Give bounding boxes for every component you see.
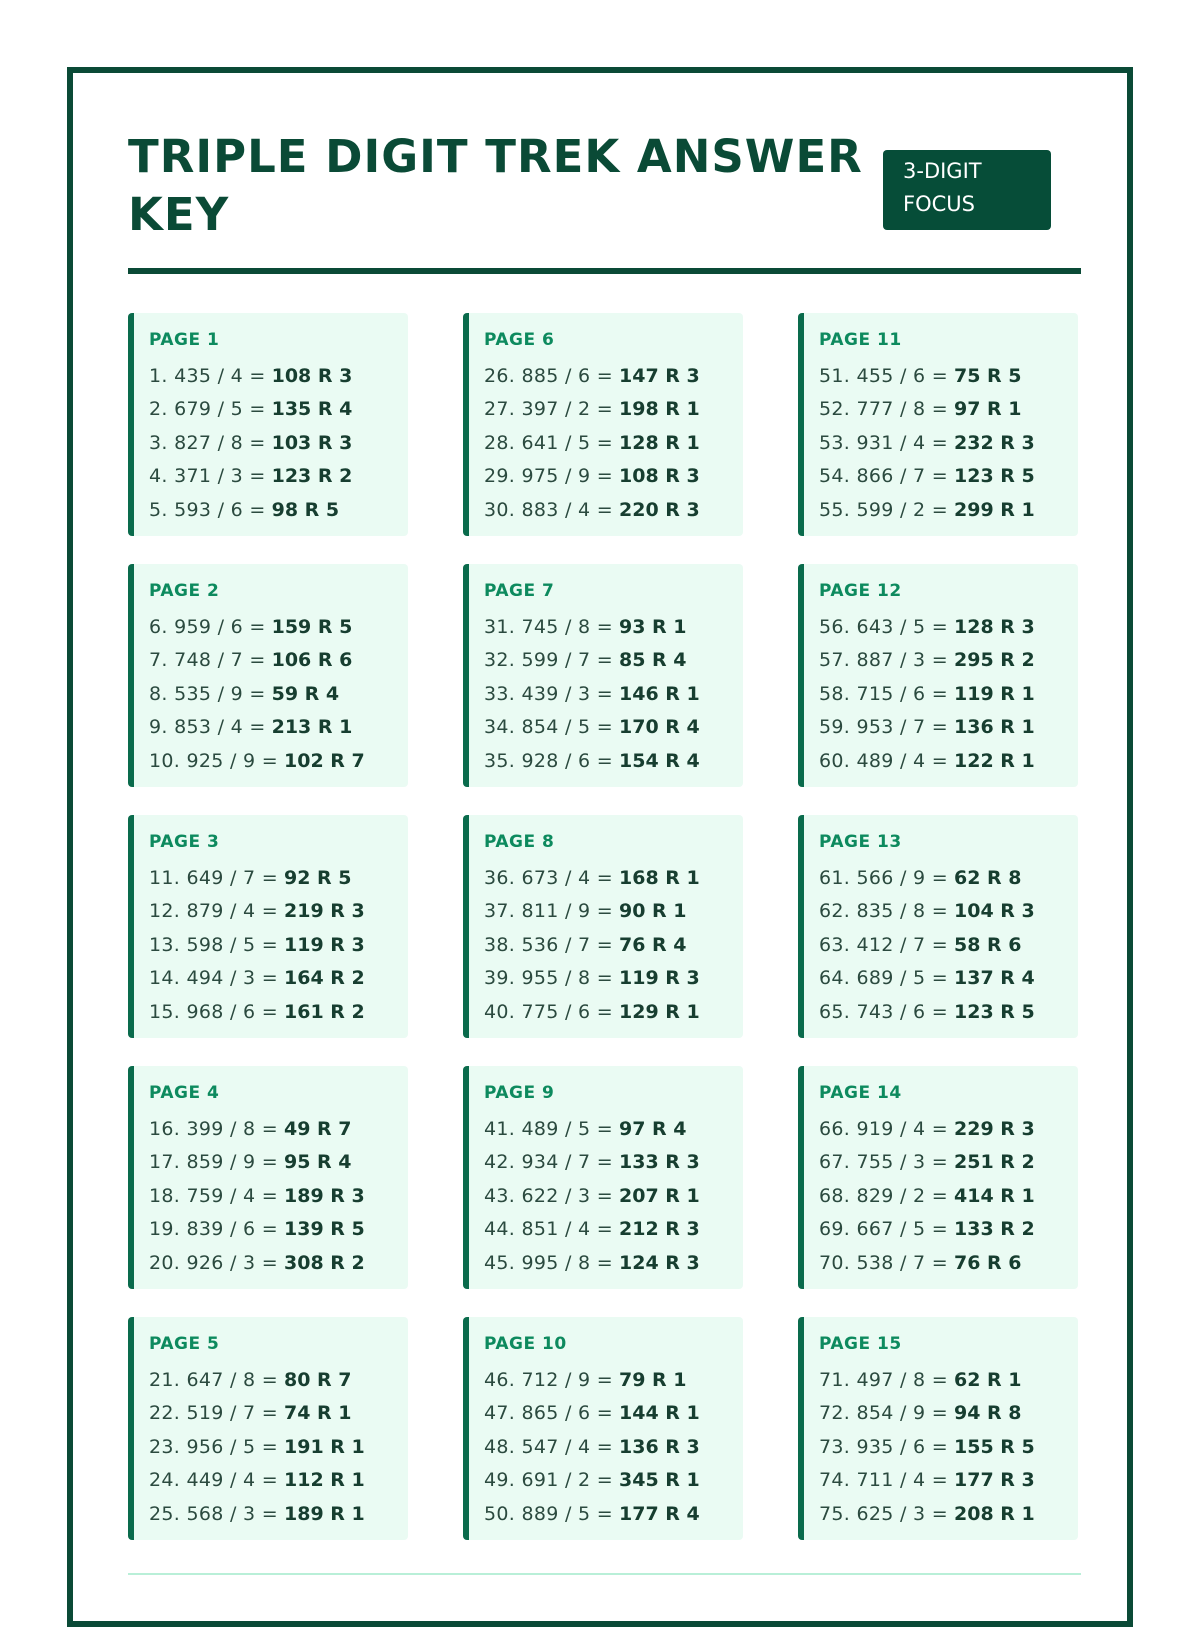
problem-answer: 189 R 3 <box>284 1184 365 1207</box>
problem-question: 9. 853 / 4 = <box>149 716 266 739</box>
problem-question: 34. 854 / 5 = <box>484 716 613 739</box>
card-page-label: PAGE 8 <box>484 832 555 852</box>
problem-answer: 104 R 3 <box>954 900 1035 923</box>
problem-row <box>149 1113 408 1146</box>
problem-answer: 208 R 1 <box>954 1502 1035 1525</box>
problem-answer: 80 R 7 <box>284 1369 352 1391</box>
answer-card <box>463 1066 743 1289</box>
problem-row <box>484 745 743 778</box>
problem-question: 46. 712 / 9 = <box>484 1369 613 1391</box>
problem-row <box>484 644 743 677</box>
problem-answer: 79 R 1 <box>619 1369 687 1391</box>
problem-question: 50. 889 / 5 = <box>484 1502 613 1525</box>
problem-question: 62. 835 / 8 = <box>819 900 948 923</box>
problem-answer: 122 R 1 <box>954 749 1035 772</box>
problem-question: 71. 497 / 8 = <box>819 1369 948 1391</box>
problem-answer: 92 R 5 <box>284 867 352 889</box>
problem-row <box>819 745 1078 778</box>
problem-question: 75. 625 / 3 = <box>819 1502 948 1525</box>
problem-row <box>484 1247 743 1280</box>
problem-row <box>819 929 1078 962</box>
problem-row <box>149 996 408 1029</box>
problem-answer: 94 R 8 <box>954 1402 1022 1425</box>
problem-answer: 207 R 1 <box>619 1184 700 1207</box>
problem-question: 38. 536 / 7 = <box>484 933 613 956</box>
answer-card <box>798 564 1078 787</box>
card-page-label: PAGE 9 <box>484 1083 555 1103</box>
problem-row <box>149 678 408 711</box>
problem-answer: 213 R 1 <box>271 716 353 739</box>
problem-answer: 106 R 6 <box>271 649 353 672</box>
problem-answer: 124 R 3 <box>619 1251 700 1274</box>
footer-divider <box>128 1573 1081 1575</box>
problem-answer: 414 R 1 <box>954 1184 1035 1207</box>
answer-card <box>463 564 743 787</box>
problem-row <box>149 1247 408 1280</box>
problem-row <box>819 678 1078 711</box>
problem-row <box>819 711 1078 744</box>
problem-answer: 103 R 3 <box>271 431 353 454</box>
answer-card <box>128 313 408 536</box>
problem-answer: 155 R 5 <box>954 1435 1035 1458</box>
problem-answer: 128 R 1 <box>619 431 700 454</box>
problem-answer: 299 R 1 <box>954 498 1035 521</box>
problem-row <box>149 1498 408 1531</box>
problem-row <box>819 1180 1078 1213</box>
problem-row <box>149 1464 408 1497</box>
problem-question: 45. 995 / 8 = <box>484 1251 613 1274</box>
card-page-label: PAGE 2 <box>149 581 220 601</box>
problem-row <box>819 1146 1078 1179</box>
problem-row <box>819 862 1078 895</box>
problem-question: 31. 745 / 8 = <box>484 616 613 638</box>
problem-row <box>819 611 1078 644</box>
problem-question: 15. 968 / 6 = <box>149 1000 278 1023</box>
problem-question: 55. 599 / 2 = <box>819 498 948 521</box>
problem-answer: 168 R 1 <box>619 867 700 889</box>
problem-answer: 119 R 3 <box>619 967 700 990</box>
card-page-label: PAGE 6 <box>484 330 555 350</box>
problem-row <box>819 360 1078 393</box>
problem-row <box>484 929 743 962</box>
card-page-label: PAGE 14 <box>819 1083 902 1103</box>
problem-answer: 58 R 6 <box>954 933 1022 956</box>
problem-row <box>149 1431 408 1464</box>
problem-answer: 154 R 4 <box>619 749 700 772</box>
problem-answer: 62 R 8 <box>954 867 1022 889</box>
card-page-label: PAGE 15 <box>819 1334 902 1354</box>
problem-row <box>149 494 408 527</box>
problem-answer: 229 R 3 <box>954 1118 1035 1140</box>
problem-row <box>149 862 408 895</box>
problem-row <box>149 427 408 460</box>
problem-question: 33. 439 / 3 = <box>484 682 613 705</box>
problem-question: 5. 593 / 6 = <box>149 498 266 521</box>
problem-answer: 49 R 7 <box>284 1118 352 1140</box>
problem-question: 14. 494 / 3 = <box>149 967 278 990</box>
card-page-label: PAGE 5 <box>149 1334 220 1354</box>
problem-question: 30. 883 / 4 = <box>484 498 613 521</box>
problem-row <box>484 1180 743 1213</box>
problem-row <box>484 611 743 644</box>
problem-question: 35. 928 / 6 = <box>484 749 613 772</box>
problem-answer: 119 R 1 <box>954 682 1035 705</box>
problem-row <box>149 962 408 995</box>
problem-question: 26. 885 / 6 = <box>484 365 613 387</box>
problem-row <box>484 1364 743 1397</box>
problem-answer: 136 R 3 <box>619 1435 700 1458</box>
problem-answer: 90 R 1 <box>619 900 687 923</box>
problem-row <box>484 895 743 928</box>
problem-answer: 232 R 3 <box>954 431 1035 454</box>
problem-row <box>484 1113 743 1146</box>
problem-row <box>819 1431 1078 1464</box>
problem-answer: 128 R 3 <box>954 616 1035 638</box>
problem-question: 16. 399 / 8 = <box>149 1118 278 1140</box>
problem-answer: 219 R 3 <box>284 900 365 923</box>
problem-answer: 295 R 2 <box>954 649 1035 672</box>
problem-answer: 76 R 4 <box>619 933 687 956</box>
problem-answer: 98 R 5 <box>271 498 340 521</box>
problem-question: 23. 956 / 5 = <box>149 1435 278 1458</box>
problem-answer: 112 R 1 <box>284 1469 365 1492</box>
problem-question: 57. 887 / 3 = <box>819 649 948 672</box>
problem-question: 61. 566 / 9 = <box>819 867 948 889</box>
problem-answer: 144 R 1 <box>619 1402 700 1425</box>
problem-answer: 170 R 4 <box>619 716 700 739</box>
problem-question: 41. 489 / 5 = <box>484 1118 613 1140</box>
card-page-label: PAGE 7 <box>484 581 555 601</box>
header <box>128 128 1081 274</box>
problem-answer: 198 R 1 <box>619 398 700 421</box>
card-page-label: PAGE 11 <box>819 330 902 350</box>
problem-answer: 191 R 1 <box>284 1435 365 1458</box>
problem-row <box>819 1213 1078 1246</box>
card-page-label: PAGE 12 <box>819 581 902 601</box>
problem-row <box>149 360 408 393</box>
problem-question: 66. 919 / 4 = <box>819 1118 948 1140</box>
focus-badge: 3-DIGIT FOCUS <box>883 150 1051 230</box>
problem-row <box>149 745 408 778</box>
answer-card <box>463 815 743 1038</box>
problem-question: 3. 827 / 8 = <box>149 431 266 454</box>
problem-question: 27. 397 / 2 = <box>484 398 613 421</box>
problem-question: 58. 715 / 6 = <box>819 682 948 705</box>
answer-card <box>128 564 408 787</box>
problem-row <box>149 460 408 493</box>
problem-question: 10. 925 / 9 = <box>149 749 278 772</box>
answer-card <box>798 815 1078 1038</box>
problem-answer: 159 R 5 <box>271 616 353 638</box>
problem-answer: 85 R 4 <box>619 649 687 672</box>
answer-card <box>128 1066 408 1289</box>
problem-question: 17. 859 / 9 = <box>149 1151 278 1174</box>
answer-card <box>463 1317 743 1540</box>
problem-question: 32. 599 / 7 = <box>484 649 613 672</box>
problem-row <box>819 996 1078 1029</box>
problem-row <box>819 393 1078 426</box>
problem-answer: 95 R 4 <box>284 1151 352 1174</box>
card-page-label: PAGE 4 <box>149 1083 220 1103</box>
problem-row <box>819 1247 1078 1280</box>
problem-question: 59. 953 / 7 = <box>819 716 948 739</box>
problem-row <box>149 1397 408 1430</box>
problem-question: 18. 759 / 4 = <box>149 1184 278 1207</box>
problem-question: 19. 839 / 6 = <box>149 1218 278 1241</box>
problem-question: 56. 643 / 5 = <box>819 616 948 638</box>
problem-row <box>819 1498 1078 1531</box>
problem-question: 47. 865 / 6 = <box>484 1402 613 1425</box>
problem-question: 54. 866 / 7 = <box>819 465 948 488</box>
problem-answer: 62 R 1 <box>954 1369 1022 1391</box>
problem-answer: 129 R 1 <box>619 1000 700 1023</box>
problem-question: 40. 775 / 6 = <box>484 1000 613 1023</box>
problem-answer: 136 R 1 <box>954 716 1035 739</box>
problem-question: 63. 412 / 7 = <box>819 933 948 956</box>
problem-row <box>149 1180 408 1213</box>
problem-answer: 97 R 4 <box>619 1118 687 1140</box>
problem-row <box>484 1464 743 1497</box>
problem-question: 42. 934 / 7 = <box>484 1151 613 1174</box>
problem-answer: 108 R 3 <box>271 365 353 387</box>
problem-question: 67. 755 / 3 = <box>819 1151 948 1174</box>
problem-row <box>819 460 1078 493</box>
page-title: TRIPLE DIGIT TREK ANSWER KEY <box>128 130 863 241</box>
problem-row <box>149 1213 408 1246</box>
problem-answer: 123 R 5 <box>954 465 1035 488</box>
problem-row <box>484 711 743 744</box>
problem-answer: 97 R 1 <box>954 398 1022 421</box>
problem-row <box>484 996 743 1029</box>
problem-row <box>149 895 408 928</box>
problem-question: 70. 538 / 7 = <box>819 1251 948 1274</box>
card-page-label: PAGE 13 <box>819 832 902 852</box>
problem-question: 64. 689 / 5 = <box>819 967 948 990</box>
problem-answer: 75 R 5 <box>954 365 1022 387</box>
card-page-label: PAGE 10 <box>484 1334 567 1354</box>
problem-answer: 220 R 3 <box>619 498 700 521</box>
problem-row <box>484 678 743 711</box>
answer-key-sheet <box>67 67 1133 1627</box>
problem-answer: 146 R 1 <box>619 682 700 705</box>
problem-answer: 108 R 3 <box>619 465 700 488</box>
problem-answer: 74 R 1 <box>284 1402 352 1425</box>
problem-question: 2. 679 / 5 = <box>149 398 266 421</box>
problem-answer: 119 R 3 <box>284 933 365 956</box>
problem-question: 24. 449 / 4 = <box>149 1469 278 1492</box>
problem-question: 74. 711 / 4 = <box>819 1469 948 1492</box>
problem-answer: 93 R 1 <box>619 616 687 638</box>
answer-card <box>463 313 743 536</box>
problem-question: 7. 748 / 7 = <box>149 649 266 672</box>
problem-question: 48. 547 / 4 = <box>484 1435 613 1458</box>
problem-question: 6. 959 / 6 = <box>149 616 266 638</box>
problem-row <box>484 1431 743 1464</box>
problem-row <box>149 1364 408 1397</box>
problem-question: 36. 673 / 4 = <box>484 867 613 889</box>
problem-row <box>484 427 743 460</box>
problem-question: 22. 519 / 7 = <box>149 1402 278 1425</box>
problem-answer: 161 R 2 <box>284 1000 365 1023</box>
problem-answer: 133 R 3 <box>619 1151 700 1174</box>
problem-question: 21. 647 / 8 = <box>149 1369 278 1391</box>
problem-question: 20. 926 / 3 = <box>149 1251 278 1274</box>
problem-row <box>149 711 408 744</box>
problem-row <box>149 393 408 426</box>
problem-row <box>819 1364 1078 1397</box>
problem-question: 43. 622 / 3 = <box>484 1184 613 1207</box>
problem-row <box>149 644 408 677</box>
problem-question: 29. 975 / 9 = <box>484 465 613 488</box>
problem-row <box>819 1113 1078 1146</box>
problem-answer: 123 R 2 <box>271 465 353 488</box>
problem-answer: 147 R 3 <box>619 365 700 387</box>
problem-question: 60. 489 / 4 = <box>819 749 948 772</box>
problem-row <box>819 427 1078 460</box>
problem-question: 12. 879 / 4 = <box>149 900 278 923</box>
problem-answer: 102 R 7 <box>284 749 365 772</box>
problem-row <box>149 1146 408 1179</box>
problem-row <box>149 611 408 644</box>
problem-answer: 59 R 4 <box>271 682 340 705</box>
problem-row <box>484 1213 743 1246</box>
problem-row <box>819 494 1078 527</box>
problem-question: 53. 931 / 4 = <box>819 431 948 454</box>
problem-question: 69. 667 / 5 = <box>819 1218 948 1241</box>
problem-question: 73. 935 / 6 = <box>819 1435 948 1458</box>
problem-question: 68. 829 / 2 = <box>819 1184 948 1207</box>
problem-row <box>484 1498 743 1531</box>
problem-question: 44. 851 / 4 = <box>484 1218 613 1241</box>
card-page-label: PAGE 1 <box>149 330 220 350</box>
problem-answer: 135 R 4 <box>271 398 353 421</box>
answer-grid <box>128 313 1081 1540</box>
problem-question: 11. 649 / 7 = <box>149 867 278 889</box>
problem-row <box>819 644 1078 677</box>
problem-row <box>484 962 743 995</box>
problem-question: 4. 371 / 3 = <box>149 465 266 488</box>
problem-question: 52. 777 / 8 = <box>819 398 948 421</box>
problem-answer: 164 R 2 <box>284 967 365 990</box>
problem-answer: 345 R 1 <box>619 1469 700 1492</box>
answer-card <box>798 1317 1078 1540</box>
problem-question: 39. 955 / 8 = <box>484 967 613 990</box>
problem-answer: 212 R 3 <box>619 1218 700 1241</box>
problem-row <box>819 1464 1078 1497</box>
problem-question: 65. 743 / 6 = <box>819 1000 948 1023</box>
problem-answer: 137 R 4 <box>954 967 1035 990</box>
problem-row <box>484 494 743 527</box>
problem-question: 28. 641 / 5 = <box>484 431 613 454</box>
problem-answer: 177 R 3 <box>954 1469 1035 1492</box>
problem-answer: 133 R 2 <box>954 1218 1035 1241</box>
problem-row <box>819 1397 1078 1430</box>
problem-row <box>484 360 743 393</box>
answer-card <box>798 313 1078 536</box>
problem-row <box>484 862 743 895</box>
answer-card <box>798 1066 1078 1289</box>
problem-answer: 189 R 1 <box>284 1502 365 1525</box>
problem-answer: 177 R 4 <box>619 1502 700 1525</box>
problem-question: 13. 598 / 5 = <box>149 933 278 956</box>
problem-question: 25. 568 / 3 = <box>149 1502 278 1525</box>
card-page-label: PAGE 3 <box>149 832 220 852</box>
problem-row <box>484 1146 743 1179</box>
problem-question: 37. 811 / 9 = <box>484 900 613 923</box>
problem-answer: 251 R 2 <box>954 1151 1035 1174</box>
problem-answer: 123 R 5 <box>954 1000 1035 1023</box>
problem-question: 49. 691 / 2 = <box>484 1469 613 1492</box>
problem-row <box>484 393 743 426</box>
answer-card <box>128 1317 408 1540</box>
problem-answer: 308 R 2 <box>284 1251 365 1274</box>
problem-question: 51. 455 / 6 = <box>819 365 948 387</box>
problem-question: 8. 535 / 9 = <box>149 682 266 705</box>
answer-card <box>128 815 408 1038</box>
problem-row <box>484 460 743 493</box>
problem-row <box>484 1397 743 1430</box>
problem-question: 1. 435 / 4 = <box>149 365 266 387</box>
problem-answer: 139 R 5 <box>284 1218 365 1241</box>
problem-answer: 76 R 6 <box>954 1251 1022 1274</box>
problem-row <box>819 962 1078 995</box>
problem-question: 72. 854 / 9 = <box>819 1402 948 1425</box>
problem-row <box>819 895 1078 928</box>
problem-row <box>149 929 408 962</box>
